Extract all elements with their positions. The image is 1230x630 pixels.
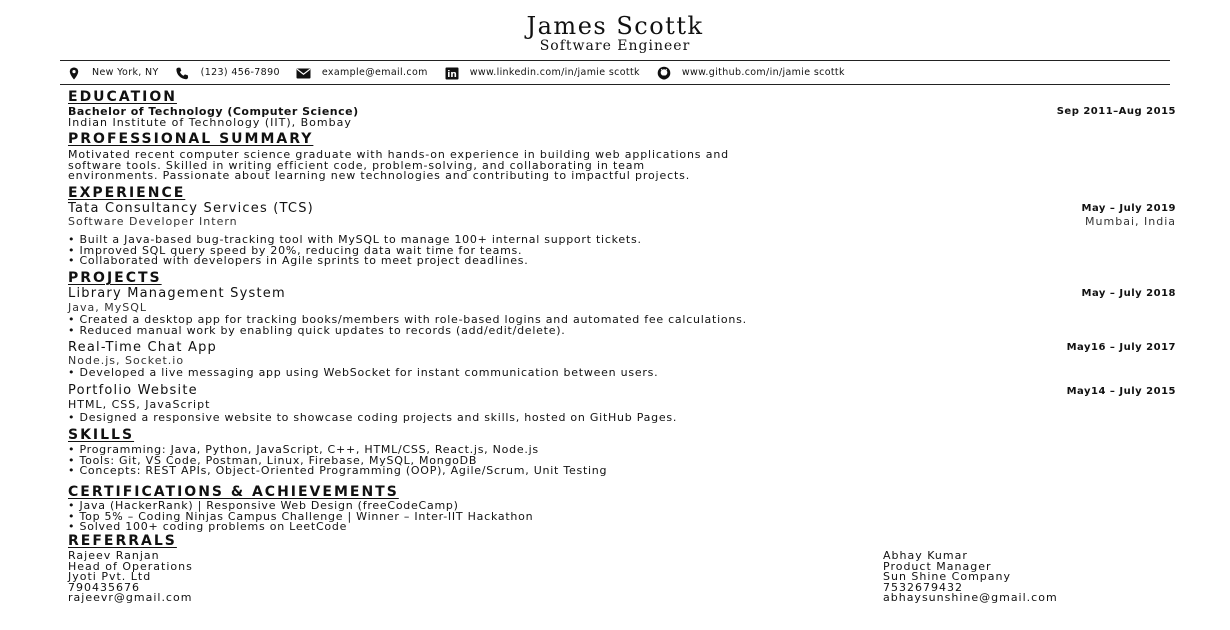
linkedin-icon	[444, 66, 460, 80]
referral-right	[883, 551, 1058, 604]
referral-title: Head of Operations	[68, 559, 193, 573]
summary-line-1: Motivated recent computer science graduate with hands-on experience in building web applications and	[68, 148, 729, 161]
skills-bullets	[68, 445, 607, 477]
project-tech: Java, MySQL	[68, 301, 147, 314]
experience-bullet: • Built a Java-based bug-tracking tool with MySQL to manage 100+ internal support tickets.	[68, 233, 642, 246]
candidate-role: Software Engineer	[539, 38, 691, 54]
contact-github[interactable]	[656, 66, 845, 80]
project-dates: May – July 2018	[1081, 288, 1176, 299]
email-icon	[296, 66, 312, 80]
header-top-rule	[60, 60, 1170, 61]
header-bottom-rule	[60, 84, 1170, 85]
project-tech: Node.js, Socket.io	[68, 354, 185, 367]
experience-bullet: • Improved SQL query speed by 20%, reducing data wait time for teams.	[68, 243, 523, 257]
projects-heading: PROJECTS	[68, 270, 162, 286]
referral-email[interactable]: abhaysunshine@gmail.com	[883, 591, 1058, 605]
experience-dates: May – July 2019	[1081, 203, 1176, 214]
contact-location-text: New York, NY	[92, 67, 159, 78]
svg-text:in: in	[446, 69, 457, 80]
referral-title: Product Manager	[883, 559, 992, 573]
referral-company: Jyoti Pvt. Ltd	[68, 570, 152, 584]
referral-name: Abhay Kumar	[883, 549, 968, 562]
project-name: Library Management System	[68, 286, 286, 301]
contact-linkedin[interactable]	[444, 66, 640, 80]
summary-line-2: software tools. Skilled in writing efficient code, problem-solving, and collaborating in team	[68, 158, 645, 172]
certifications-heading: CERTIFICATIONS & ACHIEVEMENTS	[68, 484, 399, 500]
contact-phone-text: (123) 456-7890	[200, 67, 280, 78]
candidate-name: James Scottk	[526, 12, 704, 40]
project-bullet: • Designed a responsive website to showcase coding projects and skills, hosted on GitHub Pages.	[68, 411, 678, 424]
project-tech: HTML, CSS, JavaScript	[68, 398, 211, 411]
referral-company: Sun Shine Company	[883, 570, 1011, 584]
github-icon	[656, 66, 672, 80]
experience-company: Tata Consultancy Services (TCS)	[68, 201, 314, 216]
certifications-bullets	[68, 501, 533, 533]
certification-bullet: • Java (HackerRank) | Responsive Web Design (freeCodeCamp)	[68, 499, 459, 512]
referral-email[interactable]: rajeevr@gmail.com	[68, 591, 193, 605]
contact-email[interactable]	[296, 66, 428, 80]
experience-bullets	[68, 235, 642, 267]
project-bullet: • Reduced manual work by enabling quick updates to records (add/edit/delete).	[68, 323, 566, 337]
experience-location: Mumbai, India	[1085, 215, 1176, 228]
summary-heading: PROFESSIONAL SUMMARY	[68, 131, 314, 147]
education-institution: Indian Institute of Technology (IIT), Bombay	[68, 116, 352, 129]
project-bullets	[68, 368, 658, 379]
contact-bar	[66, 64, 1176, 82]
experience-title: Software Developer Intern	[68, 215, 238, 228]
education-degree: Bachelor of Technology (Computer Science)	[68, 105, 359, 118]
skills-bullet: • Concepts: REST APIs, Object-Oriented Programming (OOP), Agile/Scrum, Unit Testing	[68, 464, 608, 477]
contact-email-text: example@email.com	[321, 67, 428, 78]
referral-name: Rajeev Ranjan	[68, 549, 160, 562]
project-dates: May16 – July 2017	[1066, 342, 1176, 353]
contact-github-text: www.github.com/in/jamie scottk	[681, 67, 845, 78]
education-dates: Sep 2011–Aug 2015	[1056, 106, 1176, 117]
project-bullet: • Created a desktop app for tracking books/members with role-based logins and automated fee calculations.	[68, 313, 747, 326]
referral-left	[68, 551, 193, 604]
referral-phone: 790435676	[68, 580, 140, 594]
experience-heading: EXPERIENCE	[68, 185, 186, 201]
contact-location	[66, 66, 159, 80]
summary-line-3: environments. Passionate about learning new technologies and contributing to impactful projects.	[68, 169, 691, 182]
skills-heading: SKILLS	[68, 427, 135, 443]
project-dates: May14 – July 2015	[1066, 386, 1176, 397]
referral-phone: 7532679432	[883, 580, 963, 594]
phone-icon	[175, 66, 191, 80]
contact-phone[interactable]	[175, 66, 280, 80]
project-name: Portfolio Website	[68, 383, 198, 398]
location-pin-icon	[66, 66, 82, 80]
skills-bullet: • Tools: Git, VS Code, Postman, Linux, Firebase, MySQL, MongoDB	[68, 453, 478, 467]
certification-bullet: • Top 5% – Coding Ninjas Campus Challenge | Winner – Inter-IIT Hackathon	[68, 509, 534, 523]
project-bullet: • Developed a live messaging app using WebSocket for instant communication between users.	[68, 366, 659, 379]
education-heading: EDUCATION	[68, 89, 177, 105]
referrals-heading: REFERRALS	[68, 533, 177, 549]
project-bullets	[68, 315, 747, 336]
certification-bullet: • Solved 100+ coding problems on LeetCode	[68, 520, 348, 533]
project-name: Real-Time Chat App	[68, 340, 217, 355]
project-bullets	[68, 413, 677, 424]
skills-bullet: • Programming: Java, Python, JavaScript, C++, HTML/CSS, React.js, Node.js	[68, 443, 539, 456]
experience-bullet: • Collaborated with developers in Agile sprints to meet project deadlines.	[68, 254, 529, 267]
contact-linkedin-text: www.linkedin.com/in/jamie scottk	[469, 67, 640, 78]
